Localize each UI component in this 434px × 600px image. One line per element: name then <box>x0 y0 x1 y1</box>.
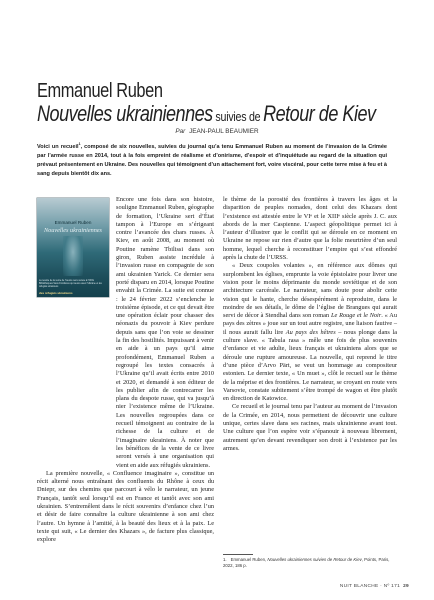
book-title-connector: suivies de <box>212 109 264 124</box>
right-p2-c: . « Au pays des zètres » joue sur un tout autre registre, une liaison fautive – il nous aurait fallu lire <box>223 312 397 336</box>
footnote-number: 1. <box>223 557 227 562</box>
book-title <box>37 101 376 130</box>
intro-part2: , composé de six nouvelles, suivies du journal qu’a tenu Emmanuel Ruben au moment de l’invasion de la Crimée par l’armée russe en 2014, tout à la fois empreint de réalisme et d’onirisme, d’espoir et d’inquiétude au regard de la situation qui prévaut présentement en Ukraine. Des nouvelles qui témoignent d’un attachement fort, voire viscéral, pour cette terre mise à feu et à sang depuis bientôt dix ans. <box>37 144 388 177</box>
cover-author: Emmanuel Ruben <box>54 220 92 225</box>
cover-caption: La recette de la vente de l’œuvre sera versée à l’ONG Bibliothèques Sans Frontières qui œuvre avec l’Ukraine et les réfugiés ukrainiens <box>39 280 102 288</box>
right-p2-a: « Deux coupoles volantes », en référence aux dômes qui surplombent les églises, emprunte la voie épistolaire pour livrer une vision pour le moins déprimante du monde soviétique et de son architecture carcérale. Le narrateur, sans doute pour abolir cette vision qui le hante, cherche désespérément à reproduire, dans le moindre de ses détails, le dôme de l’église de Brangues qui aurait servi de décor à Stendhal dans son roman <box>223 262 397 320</box>
footnote-rule <box>223 554 253 555</box>
folio-page-number: 29 <box>403 584 409 589</box>
book-title-second: Retour de Kiev <box>263 101 376 126</box>
left-paragraph-1: Encore une fois dans son histoire, souligne Emmanuel Ruben, géographe de formation, l’Ukraine sert d’État tampon à l’Europe en s’érigeant contre l’avancée des chars russes. À Kiev, en août 2008, au moment où Poutine ramène Tbilissi dans son giron, Ruben assiste incrédule à l’invasion russe en compagnie de son ami ukrainien Yarick. Ce dernier sera porté disparu en 2014, lorsque Poutine envahit la Crimée. La suite est connue : le 24 février 2022 s’enclenche le troisième épisode, et ce qui devait être une opération éclair pour chasser des néonazis du pouvoir à Kiev perdure depuis sans que l’on voie se dessiner la fin des hostilités. Impuissant à venir en aide à un pays qu’il aime profondément, Emmanuel Ruben a regroupé les textes consacrés à l’Ukraine qu’il avait écrits entre 2010 et 2020, et demandé à son éditeur de les publier afin de contrecarrer les plans du despote russe, qui va jusqu’à nier l’existence même de l’Ukraine. Les nouvelles regroupées dans ce recueil témoignent au contraire de la richesse de la culture et de l’imaginaire ukrainiens. À noter que les bénéfices de la vente de ce livre seront versés à une organisation qui vient en aide aux réfugiés ukrainiens. <box>116 196 214 469</box>
page-folio <box>340 584 409 589</box>
right-column <box>223 196 397 453</box>
book-title-main: Nouvelles ukrainiennes <box>37 101 213 126</box>
intro-footnote-ref[interactable]: 1 <box>78 142 81 147</box>
right-paragraph-2 <box>223 262 397 403</box>
footnote-book-title: Nouvelles ukrainiennes suivies de Retour de Kiev <box>267 557 362 562</box>
intro-paragraph <box>37 143 387 179</box>
right-p2-title-hetres: Au pays des hêtres <box>285 328 336 336</box>
footnote-text-c: , Points, Paris, 2022, 186 p. <box>223 557 390 568</box>
author-title: Emmanuel Ruben <box>37 80 163 102</box>
right-p2-title-rouge: Le Rouge et le Noir <box>330 312 382 320</box>
left-paragraph-2: La première nouvelle, « Confluence imaginaire », constitue un récit alterné nous entraînant des confluents du Rhône à ceux du Dniepr, sur des chemins que parcourt à vélo le narrateur, un jeune Français, tantôt seul lorsqu’il est en France et tantôt avec son ami ukrainien. S’entremêlent dans le récit souvenirs d’enfance chez l’un et désir de faire connaître la culture ukrainienne à son ami chez l’autre. Un hymne à l’amitié, à la beauté des lieux et à la paix. Le texte qui suit, « Le dernier des Khazars », de facture plus classique, explore <box>37 469 214 544</box>
right-paragraph-1: le thème de la porosité des frontières à travers les âges et la disparition de peuples nomades, dont celui des Khazars dont l’existence est attestée entre le VIᵉ et le XIIIᵉ siècle après J. C. aux abords de la mer Caspienne. L’aspect géopolitique permet ici à l’auteur d’illustrer que le conflit qui se déroule en ce moment en Ukraine ne repose sur rien d’autre que la folie meurtrière d’un seul homme, lequel cherche à reconstituer l’empire qui s’est effondré après la chute de l’URSS. <box>223 196 397 262</box>
right-paragraph-3: Ce recueil et le journal tenu par l’auteur au moment de l’invasion de la Crimée, en 2014, nous permettent de découvrir une culture unique, certes slave dans ses racines, mais ukrainienne avant tout. Une culture que l’on espère voir s’épanouir à nouveau librement, autrement qu’en devant revendiquer son droit à l’existence par les armes. <box>223 403 397 452</box>
cover-label: des réfugiés ukrainiens <box>39 291 73 295</box>
right-p2-e: – nous plonge dans la culture slave. « Tabula rasa » mêle une fois de plus souvenirs d’enfance et vie adulte, lieux français et ukrainiens alors que se déroule une rupture amoureuse. La nouvelle, qui reprend le titre d’une pièce d’Arvo Pärt, se veut un hommage au compositeur estonien. Le dernier texte, « Un muet », clôt le recueil sur le thème de la méprise et des frontières. Le narrateur, se croyant en route vers Varsovie, constate subitement s’être trompé de wagon et être plutôt en direction de Katowice. <box>223 328 398 403</box>
left-column <box>37 196 214 544</box>
byline <box>0 128 434 135</box>
byline-name: JEAN-PAUL BEAUMIER <box>189 128 259 135</box>
byline-par: Par <box>175 128 186 135</box>
folio-magazine: NUIT BLANCHE · Nº 171 <box>339 584 401 589</box>
footnote <box>223 557 397 569</box>
intro-part1: Voici un recueil <box>37 144 79 150</box>
footnote-text-a: Emmanuel Ruben, <box>230 557 268 562</box>
cover-title: Nouvelles ukrainiennes <box>44 227 102 234</box>
